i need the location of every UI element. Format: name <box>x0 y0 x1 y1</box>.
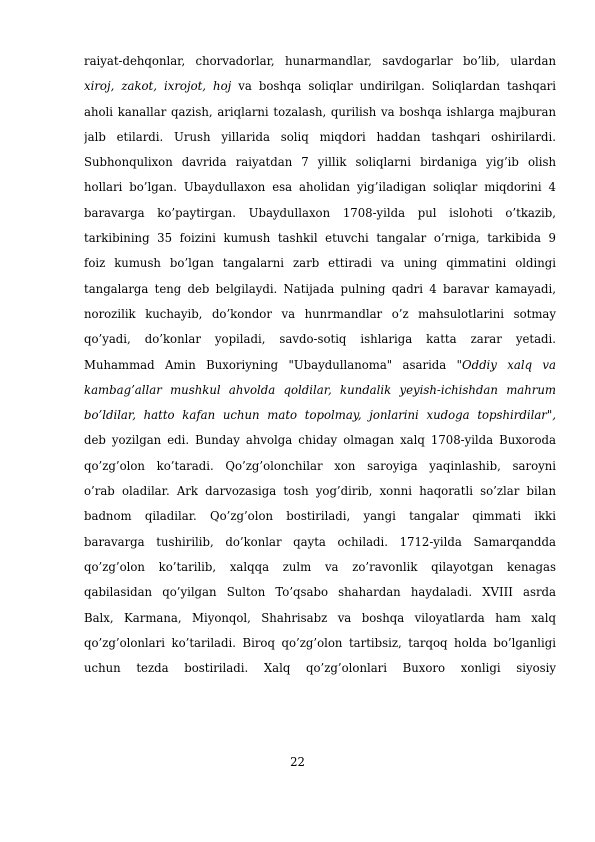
text-line <box>84 327 556 352</box>
text-line <box>84 150 556 175</box>
text-segment: Subhonqulixon davrida raiyatdan 7 yillik soliqlarni birdaniga yig’ib olish <box>84 155 556 170</box>
text-segment: jalb etilardi. Urush yillarida soliq miqdori haddan tashqari oshirilardi. <box>84 129 556 144</box>
text-segment: qo’zg’olon ko’tarilib, xalqqa zulm va zo’ravonlik qilayotgan kenagas <box>84 559 556 574</box>
text-segment: aholi kanallar qazish, ariqlarni tozalash, qurilish va boshqa ishlarga majburan <box>84 104 556 119</box>
italic-text: kambag’allar mushkul ahvolda qoldilar, kundalik yeyish-ichishdan mahrum <box>84 382 556 397</box>
text-line <box>84 656 556 681</box>
text-line <box>84 504 556 529</box>
text-line <box>84 125 556 150</box>
text-segment: foiz kumush bo’lgan tangalarni zarb ettiradi va uning qimmatini oldingi <box>84 256 556 271</box>
text-line <box>84 49 556 74</box>
text-line <box>84 606 556 631</box>
text-segment: Muhammad Amin Buxoriyning "Ubaydullanoma" asarida " <box>84 357 463 372</box>
text-line <box>84 74 556 99</box>
text-segment: tarkibining 35 foizini kumush tashkil etuvchi tangalar o’rniga, tarkibida 9 <box>84 231 556 246</box>
text-line <box>84 226 556 251</box>
text-line <box>84 428 556 453</box>
text-line <box>84 100 556 125</box>
italic-text: xiroj, zakot, ixrojot, hoj <box>84 79 232 94</box>
text-segment: qo’zg’olon ko’taradi. Qo’zg’olonchilar xon saroyiga yaqinlashib, saroyni <box>84 458 556 473</box>
text-line <box>84 530 556 555</box>
text-line <box>84 277 556 302</box>
text-line <box>84 403 556 428</box>
text-segment: baravarga tushirilib, do’konlar qayta ochiladi. 1712-yilda Samarqandda <box>84 534 556 549</box>
text-line <box>84 302 556 327</box>
text-segment: deb yozilgan edi. Bunday ahvolga chiday olmagan xalq 1708-yilda Buxoroda <box>84 433 556 448</box>
text-segment: o’rab oladilar. Ark darvozasiga tosh yog’dirib, xonni haqoratli so’zlar bilan <box>84 484 556 499</box>
text-line <box>84 454 556 479</box>
text-line <box>84 631 556 656</box>
text-segment: qo’zg’olonlari ko’tariladi. Biroq qo’zg’olon tartibsiz, tarqoq holda bo’lganligi <box>84 635 556 650</box>
text-line <box>84 479 556 504</box>
text-segment: badnom qiladilar. Qo’zg’olon bostiriladi, yangi tangalar qimmati ikki <box>84 509 556 524</box>
page-number: 22 <box>290 755 305 769</box>
text-line <box>84 175 556 200</box>
text-segment: norozilik kuchayib, do’kondor va hunrmandlar o’z mahsulotlarini sotmay <box>84 306 556 321</box>
text-segment: qo’yadi, do’konlar yopiladi, savdo-sotiq ishlariga katta zarar yetadi. <box>84 332 556 347</box>
text-line <box>84 251 556 276</box>
text-segment: Balx, Karmana, Miyonqol, Shahrisabz va boshqa viloyatlarda ham xalq <box>84 610 556 625</box>
text-line <box>84 580 556 605</box>
text-segment: raiyat-dehqonlar, chorvadorlar, hunarmandlar, savdogarlar bo’lib, ulardan <box>84 54 556 68</box>
italic-text: Oddiy xalq va <box>462 357 556 372</box>
text-line <box>84 378 556 403</box>
text-line <box>84 353 556 378</box>
text-segment: tangalarga teng deb belgilaydi. Natijada pulning qadri 4 baravar kamayadi, <box>84 281 556 296</box>
document-body <box>84 49 556 681</box>
text-segment: hollari bo’lgan. Ubaydullaxon esa aholidan yig’iladigan soliqlar miqdorini 4 <box>84 180 556 195</box>
text-segment: va boshqa soliqlar undirilgan. Soliqlardan tashqari <box>231 79 556 94</box>
text-segment: qabilasidan qo’yilgan Sulton To’qsabo shahardan haydaladi. XVIII asrda <box>84 585 556 600</box>
text-segment: uchun tezda bostiriladi. Xalq qo’zg’olonlari Buxoro xonligi siyosiy <box>84 661 556 676</box>
italic-text: bo’ldilar, hatto kafan uchun mato topolmay, jonlarini xudoga topshirdilar", <box>84 408 556 423</box>
text-line <box>84 201 556 226</box>
text-segment: baravarga ko’paytirgan. Ubaydullaxon 1708-yilda pul islohoti o’tkazib, <box>84 205 556 220</box>
text-line <box>84 555 556 580</box>
